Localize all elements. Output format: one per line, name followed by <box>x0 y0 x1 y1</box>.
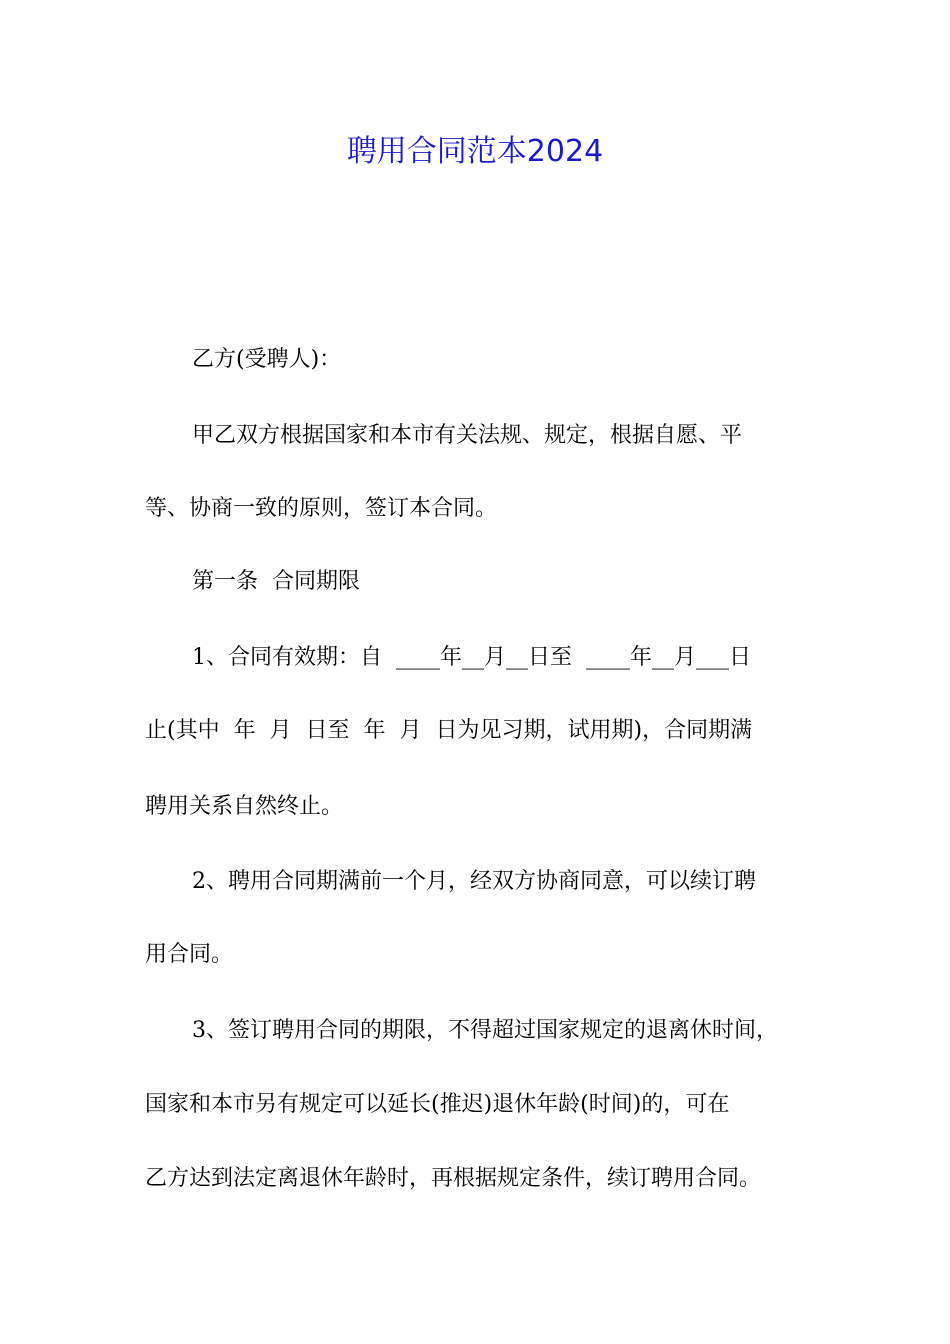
paragraph-line: 聘用关系自然终止。 <box>145 794 344 819</box>
paragraph-line: 等、协商一致的原则，签订本合同。 <box>145 496 498 521</box>
paragraph-line: 用合同。 <box>145 942 234 967</box>
paragraph-line: 乙方达到法定离退休年龄时，再根据规定条件，续订聘用合同。 <box>145 1166 762 1191</box>
paragraph-line: 2、聘用合同期满前一个月，经双方协商同意，可以续订聘 <box>192 869 756 894</box>
paragraph-line: 甲乙双方根据国家和本市有关法规、规定，根据自愿、平 <box>192 423 743 448</box>
paragraph-line: 国家和本市另有规定可以延长(推迟)退休年龄(时间)的，可在 <box>145 1092 730 1117</box>
article-heading: 第一条 合同期限 <box>192 569 360 594</box>
paragraph-line: 3、签订聘用合同的期限，不得超过国家规定的退离休时间， <box>192 1018 778 1043</box>
paragraph-line: 1、合同有效期：自 ____年__月__日至 ____年__月___日 <box>192 645 751 670</box>
paragraph-line: 止(其中 年 月 日至 年 月 日为见习期，试用期)，合同期满 <box>145 718 753 743</box>
document-title: 聘用合同范本2024 <box>346 134 604 169</box>
party-b-line: 乙方(受聘人)： <box>192 347 342 372</box>
